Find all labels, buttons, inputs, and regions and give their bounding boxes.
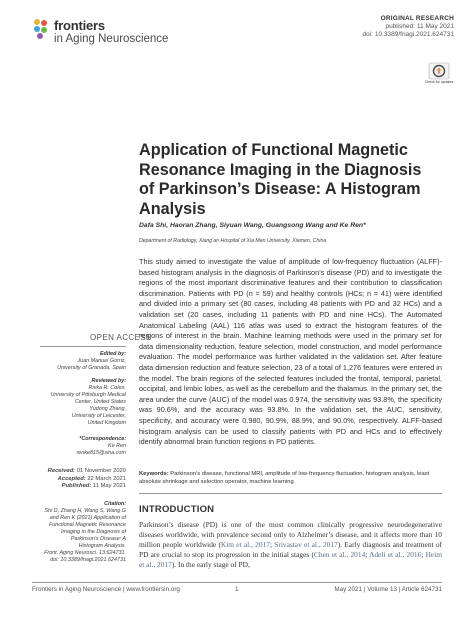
keywords-text: Parkinson’s disease, functional MRI, amplitude of low-frequency fluctuation, histogram analysis, least absolute shrinkage and selection operator, machine learning bbox=[139, 471, 430, 485]
reviewer-line: University of Leicester, bbox=[71, 413, 126, 419]
date-value: 01 November 2020 bbox=[76, 468, 126, 474]
citation-heading: Citation: bbox=[104, 501, 126, 507]
reviewer-line: Center, United States bbox=[74, 399, 126, 405]
citation-link[interactable]: Adeli et al., 2016 bbox=[369, 550, 422, 559]
footer-journal[interactable]: Frontiers in Aging Neuroscience | www.frontiersin.org bbox=[32, 586, 180, 593]
divider bbox=[139, 493, 442, 494]
corresponding-author: Ke Ren bbox=[108, 443, 126, 449]
affiliation: Department of Radiology, Xiang’an Hospital of Xia Men University, Xiamen, China bbox=[139, 238, 327, 244]
frontiers-logo-icon bbox=[32, 18, 50, 40]
citation-line: Parkinson’s Disease: A bbox=[70, 536, 126, 542]
intro-text: Parkinson’s disease (PD) is one of the most common clinically progressive neurodegenerative diseases worldwide, with prevalence second only to Alzheimer’s disease, and it affects more than 10 million people worldwide ( bbox=[139, 520, 442, 549]
date-label: Accepted: bbox=[57, 475, 86, 482]
reviewer-line: University of Pittsburgh Medical bbox=[50, 392, 126, 398]
dates-block bbox=[40, 468, 126, 491]
reviewer-line: Rivka R. Colen, bbox=[88, 385, 126, 391]
correspondence-heading: *Correspondence: bbox=[79, 436, 126, 442]
reviewer-line: United Kingdom bbox=[87, 420, 126, 426]
keywords-label: Keywords: bbox=[139, 471, 169, 477]
date-received bbox=[40, 468, 126, 476]
citation-link[interactable]: Heim et al., 2017 bbox=[139, 550, 442, 569]
date-accepted bbox=[40, 476, 126, 484]
date-value: 22 March 2021 bbox=[87, 475, 126, 482]
citation-link[interactable]: Kim et al., 2017 bbox=[220, 540, 270, 549]
authors: Dafa Shi, Haoran Zhang, Siyuan Wang, Guangsong Wang and Ke Ren* bbox=[139, 222, 366, 229]
correspondence bbox=[40, 436, 126, 457]
article-type: ORIGINAL RESEARCH bbox=[380, 15, 454, 22]
reviewer-line: Yudong Zhang, bbox=[89, 406, 126, 412]
date-published bbox=[40, 483, 126, 491]
intro-text: ). In the early stage of PD, bbox=[171, 560, 250, 569]
journal-name: in Aging Neuroscience bbox=[54, 33, 169, 45]
page-number: 1 bbox=[235, 586, 239, 593]
brand-name: frontiers bbox=[54, 18, 105, 33]
abstract: This study aimed to investigate the value of amplitude of low-frequency fluctuation (ALFF)-based histogram analysis in the diagnosis of Parkinson’s disease (PD) and to investigate the regions of the most important discriminative features and their contribution to classification discrimination. Patients with PD (n = 59) and healthy controls (HCs; n = 41) were identified and divided into a primary set (80 cases, including 48 patients with PD and 32 HCs) and a validation set (20 cases, including 11 patients with PD and nine HCs). The Automated Anatomical Labeling (AAL) 116 atlas was used to extract the histogram features of the regions of interest in the brain. Machine learning methods were used in the primary set for data dimensionality reduction, feature selection, model construction, and model performance evaluation. The model performance was further validated in the validation set. After feature data dimension reduction and feature selection, 23 of a total of 1,276 features were entered in the model. The brain regions of the selected features included the frontal, temporal, parietal, occipital, and limbic lobes, as well as the cerebellum and the thalamus. In the primary set, the area under the curve (AUC) of the model was 0.974, the sensitivity was 93.8%, the specificity was 90.6%, and the accuracy was 93.8%. In the validation set, the AUC, sensitivity, specificity, and accuracy were 0.980, 90.9%, 88.9%, and 90.0%, respectively. ALFF-based histogram analysis can be used to classify patients with PD and HCs and to effectively identify abnormal brain function regions in PD patients. bbox=[139, 257, 442, 447]
journal-logo bbox=[32, 16, 182, 48]
intro-paragraph bbox=[139, 520, 442, 570]
citation-doi[interactable]: doi: 10.3389/fnagi.2021.624731 bbox=[50, 557, 126, 563]
citation-block bbox=[40, 501, 126, 564]
published-date: published: 11 May 2021 bbox=[385, 23, 454, 30]
intro-text: ; bbox=[421, 550, 426, 559]
citation-line: and Ren K (2021) Application of bbox=[49, 515, 126, 521]
crossmark-label: Check for updates bbox=[424, 80, 454, 84]
edited-by bbox=[40, 351, 126, 372]
keywords bbox=[139, 470, 442, 486]
citation-link[interactable]: Srivastav et al., 2017 bbox=[274, 540, 338, 549]
date-value: 11 May 2021 bbox=[92, 483, 126, 490]
footer-divider bbox=[32, 582, 442, 583]
doi[interactable]: doi: 10.3389/fnagi.2021.624731 bbox=[362, 31, 454, 38]
corresponding-email[interactable]: renke815@sina.com bbox=[76, 450, 126, 456]
date-label: Published: bbox=[61, 483, 92, 490]
citation-line: Shi D, Zhang H, Wang S, Wang G bbox=[44, 508, 126, 514]
citation-link[interactable]: Chen et al., 2014 bbox=[313, 550, 366, 559]
intro-text: ; bbox=[269, 540, 275, 549]
intro-text: ). Early diagnosis and treatment of PD are crucial to stop its progression in the initial stages ( bbox=[139, 540, 442, 559]
open-access-label: OPEN ACCESS bbox=[90, 333, 152, 342]
citation-line: Imaging in the Diagnosis of bbox=[60, 529, 126, 535]
citation-line: Front. Aging Neurosci. 13:624731. bbox=[44, 550, 126, 556]
crossmark-badge[interactable] bbox=[424, 62, 454, 88]
article-meta bbox=[284, 15, 454, 39]
intro-heading: INTRODUCTION bbox=[139, 504, 215, 515]
editor-name: Juan Manuel Gorriz, bbox=[77, 358, 126, 364]
reviewed-by-heading: Reviewed by: bbox=[91, 378, 126, 384]
article-title: Application of Functional Magnetic Resonance Imaging in the Diagnosis of Parkinson’s Disease: A Histogram Analysis bbox=[139, 141, 422, 218]
crossmark-icon bbox=[428, 62, 450, 80]
intro-text: ; bbox=[365, 550, 370, 559]
reviewed-by bbox=[40, 378, 126, 427]
citation-line: Histogram Analysis. bbox=[78, 543, 126, 549]
date-label: Received: bbox=[47, 468, 76, 474]
footer-issue: May 2021 | Volume 13 | Article 624731 bbox=[334, 586, 442, 593]
divider bbox=[40, 346, 126, 347]
editor-affiliation: University of Granada, Spain bbox=[57, 365, 126, 371]
citation-line: Functional Magnetic Resonance bbox=[48, 522, 126, 528]
edited-by-heading: Edited by: bbox=[99, 351, 126, 357]
